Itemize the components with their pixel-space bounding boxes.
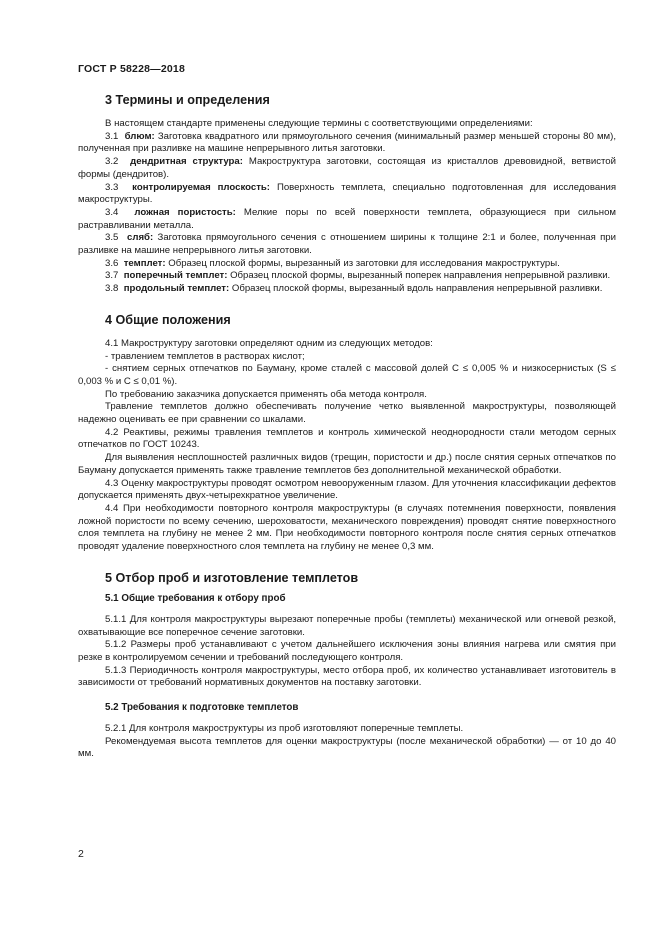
section-4-title: 4 Общие положения [105,312,231,327]
list-item-baumann-prints: - снятием серных отпечатков по Бауману, кроме сталей с массовой долей C ≤ 0,005 % и низкосернистых (S ≤ 0,003 % и C ≤ 0,01 %). [78,363,616,387]
term-3-1: 3.1 блюм: Заготовка квадратного или прямоугольного сечения (минимальный размер меньшей стороны 80 мм), полученная при разливке на машине непрерывного литья заготовки. [78,130,616,155]
paragraph-5-2-1: 5.2.1 Для контроля макроструктуры из проб изготовляют поперечные темплеты. [105,723,464,735]
paragraph-4-1: 4.1 Макроструктуру заготовки определяют одним из следующих методов: [105,337,433,349]
section-3-intro: В настоящем стандарте применены следующие термины с соответствующими определениями: [105,118,533,129]
section-3-title: 3 Термины и определения [105,93,270,107]
paragraph-customer-request: По требованию заказчика допускается применять оба метода контроля. [105,388,427,400]
term-3-8: 3.8 продольный темплет: Образец плоской формы, вырезанный вдоль направления непрерывной разливки. [105,283,603,295]
paragraph-5-1-2: 5.1.2 Размеры проб устанавливают с учетом дальнейшего исключения зоны влияния нагрева или смятия при резке в контролируемом сечении и требований последующего контроля. [78,639,616,663]
paragraph-4-4: 4.4 При необходимости повторного контроля макроструктуры (в случаях потемнения поверхности, появления ложной пористости по всему сечению, шероховатости, механического повреждения) проводят снятие поверхностного слоя темплета на глубину не менее 2 мм. При необходимости повторного контроля после снятия серных отпечатков проводят удаление поверхностного слоя темплета на глубину не менее 0,3 мм. [78,502,616,553]
paragraph-discontinuities: Для выявления несплошностей различных видов (трещин, пористости и др.) после снятия серных отпечатков по Бауману допускается применять также травление темплетов без дополнительной механической обработки. [78,452,616,476]
term-3-3: 3.3 контролируемая плоскость: Поверхность темплета, специально подготовленная для исследования макроструктуры. [78,181,617,206]
section-5-title: 5 Отбор проб и изготовление темплетов [105,570,359,585]
paragraph-template-height: Рекомендуемая высота темплетов для оценки макроструктуры (после механической обработки) — от 10 до 40 мм. [78,735,616,760]
paragraph-5-1-3: 5.1.3 Периодичность контроля макроструктуры, место отбора проб, их количество устанавливает изготовитель в зависимости от требований нормативных документов на поставку заготовки. [78,664,616,689]
term-3-7: 3.7 поперечный темплет: Образец плоской формы, вырезанный поперек направления непрерывной разливки. [105,270,611,282]
term-3-5: 3.5 сляб: Заготовка прямоугольного сечения с отношением ширины к толщине 2:1 и более, полученная при разливке на машине непрерывного литья заготовки. [78,232,616,257]
paragraph-4-3: 4.3 Оценку макроструктуры проводят осмотром невооруженным глазом. Для уточнения классификации дефектов допускается применять двух-четырехкратное увеличение. [78,477,616,502]
paragraph-4-2: 4.2 Реактивы, режимы травления темплетов и контроль химической неоднородности стали методом серных отпечатков по ГОСТ 10243. [78,426,616,451]
subsection-5-1-title: 5.1 Общие требования к отбору проб [105,592,286,604]
document-body [78,92,616,761]
paragraph-etching-quality: Травление темплетов должно обеспечивать получение четко выявленной макроструктуры, позволяющей надежно оценивать ее при сравнении со шкалами. [78,401,616,426]
term-3-2: 3.2 дендритная структура: Макроструктура заготовки, состоящая из кристаллов древовидной, ветвистой формы (дендритов). [78,156,616,180]
document-header: ГОСТ Р 58228—2018 [78,63,186,75]
subsection-5-2-title: 5.2 Требования к подготовке темплетов [105,702,299,714]
page-number: 2 [78,848,84,860]
term-3-6: 3.6 темплет: Образец плоской формы, вырезанный из заготовки для исследования макроструктуры. [105,257,560,269]
term-3-4: 3.4 ложная пористость: Мелкие поры по всей поверхности темплета, образующиеся при сильном растравливании металла. [78,206,616,231]
paragraph-5-1-1: 5.1.1 Для контроля макроструктуры вырезают поперечные пробы (темплеты) механической или огневой резкой, охватывающие все поперечное сечение заготовки. [78,613,616,638]
list-item-acid-etching: - травлением темплетов в растворах кислот; [105,350,305,362]
